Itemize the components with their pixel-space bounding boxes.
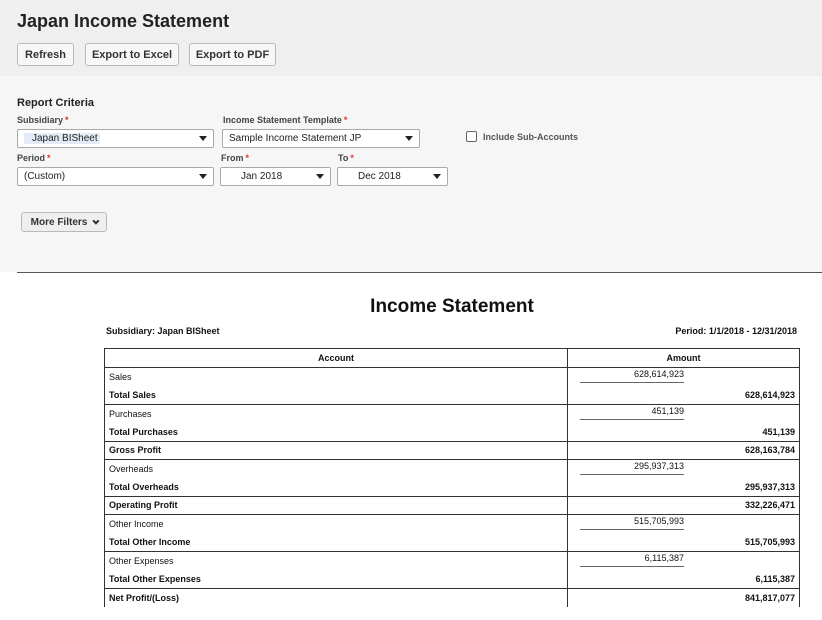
- report-subsidiary: Subsidiary: Japan BISheet: [106, 326, 220, 336]
- to-select[interactable]: [337, 167, 448, 186]
- export-excel-button[interactable]: Export to Excel: [85, 43, 179, 66]
- income-statement-table: [104, 348, 800, 607]
- from-select[interactable]: [220, 167, 331, 186]
- report-criteria-panel: [0, 76, 822, 272]
- export-pdf-button[interactable]: Export to PDF: [189, 43, 276, 66]
- table-row: [105, 533, 800, 551]
- account-cell: Total Purchases: [105, 423, 568, 441]
- amount-cell: 451,139: [568, 404, 800, 422]
- table-row: [105, 496, 800, 514]
- account-cell: Purchases: [105, 404, 568, 422]
- amount-cell: 295,937,313: [568, 459, 800, 477]
- report-title: Income Statement: [370, 296, 534, 317]
- account-cell: Operating Profit: [105, 496, 568, 514]
- account-cell: Overheads: [105, 459, 568, 477]
- more-filters-label: More Filters: [30, 216, 88, 228]
- amount-cell: 332,226,471: [568, 496, 800, 514]
- chevron-down-icon: [316, 174, 324, 179]
- amount-cell: 515,705,993: [568, 533, 800, 551]
- report-period: Period: 1/1/2018 - 12/31/2018: [675, 326, 797, 336]
- required-marker: *: [245, 153, 250, 163]
- to-value: Dec 2018: [358, 171, 401, 182]
- table-row: [105, 368, 800, 386]
- account-cell: Sales: [105, 368, 568, 386]
- amount-cell: 628,614,923: [568, 386, 800, 404]
- subsidiary-select[interactable]: [17, 129, 214, 148]
- amount-cell: 841,817,077: [568, 588, 800, 606]
- include-sub-accounts-label: Include Sub-Accounts: [483, 131, 579, 142]
- chevron-down-icon: [405, 136, 413, 141]
- account-cell: Gross Profit: [105, 441, 568, 459]
- amount-cell: 515,705,993: [568, 515, 800, 533]
- page-title: Japan Income Statement: [17, 11, 230, 31]
- section-divider: [17, 272, 822, 273]
- chevron-down-icon: [199, 174, 207, 179]
- table-row: [105, 570, 800, 588]
- period-label: Period *: [17, 153, 51, 163]
- table-row: [105, 588, 800, 606]
- amount-cell: 451,139: [568, 423, 800, 441]
- account-cell: Other Expenses: [105, 551, 568, 569]
- period-select[interactable]: [17, 167, 214, 186]
- table-row: [105, 386, 800, 404]
- amount-cell: 628,614,923: [568, 368, 800, 386]
- amount-cell: 6,115,387: [568, 551, 800, 569]
- from-value: Jan 2018: [241, 171, 283, 182]
- chevron-down-icon: [93, 217, 100, 224]
- table-row: [105, 478, 800, 496]
- template-label: Income Statement Template *: [223, 115, 348, 125]
- chevron-down-icon: [433, 174, 441, 179]
- period-value: (Custom): [24, 171, 66, 182]
- page-header: [0, 0, 822, 76]
- from-label: From *: [221, 153, 250, 163]
- table-header-row: [105, 349, 800, 368]
- account-cell: Other Income: [105, 515, 568, 533]
- account-cell: Total Other Income: [105, 533, 568, 551]
- to-label: To *: [338, 153, 354, 163]
- table-row: [105, 551, 800, 569]
- account-cell: Net Profit/(Loss): [105, 588, 568, 606]
- more-filters-button[interactable]: [21, 212, 107, 232]
- amount-cell: 628,163,784: [568, 441, 800, 459]
- template-value: Sample Income Statement JP: [229, 133, 362, 144]
- amount-cell: 6,115,387: [568, 570, 800, 588]
- table-row: [105, 459, 800, 477]
- table-row: [105, 423, 800, 441]
- required-marker: *: [343, 115, 348, 125]
- table-row: [105, 515, 800, 533]
- required-marker: *: [65, 115, 69, 125]
- account-cell: Total Overheads: [105, 478, 568, 496]
- account-cell: Total Other Expenses: [105, 570, 568, 588]
- report-criteria-title: Report Criteria: [17, 97, 95, 109]
- account-column-header: Account: [105, 349, 568, 368]
- refresh-button[interactable]: Refresh: [17, 43, 74, 66]
- include-sub-accounts[interactable]: [466, 131, 578, 142]
- template-select[interactable]: [222, 129, 420, 148]
- amount-column-header: Amount: [568, 349, 800, 368]
- amount-cell: 295,937,313: [568, 478, 800, 496]
- chevron-down-icon: [199, 136, 207, 141]
- required-marker: *: [350, 153, 354, 163]
- subsidiary-label: Subsidiary *: [17, 115, 69, 125]
- subsidiary-value: Japan BISheet: [24, 133, 100, 144]
- table-row: [105, 404, 800, 422]
- include-sub-accounts-checkbox[interactable]: [466, 131, 477, 142]
- required-marker: *: [47, 153, 51, 163]
- table-row: [105, 441, 800, 459]
- account-cell: Total Sales: [105, 386, 568, 404]
